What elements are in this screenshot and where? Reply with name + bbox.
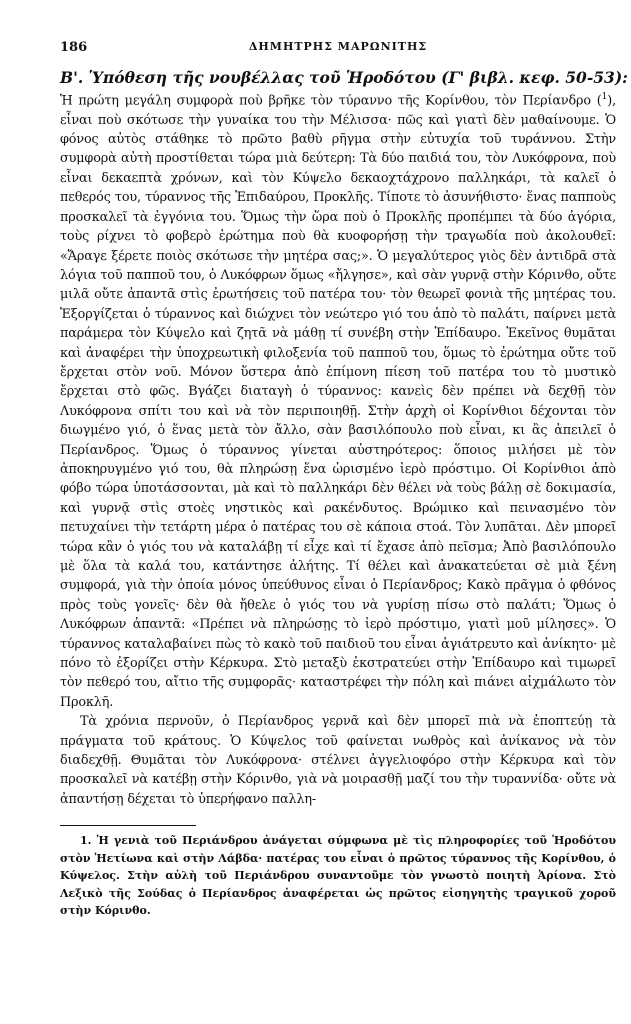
paragraph-1	[60, 88, 616, 712]
footnote-divider	[60, 825, 196, 826]
page-header	[60, 40, 616, 60]
paragraph-1-text-a: Ἡ πρώτη μεγάλη συμφορὰ ποὺ βρῆκε τὸν τύραννο τῆς Κορίνθου, τὸν Περίανδρο (	[60, 93, 602, 109]
page-number: 186	[60, 40, 88, 55]
footnote-reference: 1	[601, 92, 608, 102]
section-title: Β'. Ὑπόθεση τῆς νουβέλλας τοῦ Ἡροδότου (Γ' βιβλ. κεφ. 50-53):	[60, 68, 628, 87]
running-head: ΔΗΜΗΤΡΗΣ ΜΑΡΩΝΙΤΗΣ	[248, 40, 428, 53]
paragraph-2: Τὰ χρόνια περνοῦν, ὁ Περίανδρος γερνᾶ καὶ δὲν μπορεῖ πιὰ νὰ ἐποπτεύῃ τὰ πράγματα τοῦ κράτους. Ὁ Κύψελος τοῦ φαίνεται νωθρὸς καὶ ἀνίκανος νὰ τὸν διαδεχθῇ. Θυμᾶται τὸν Λυκόφρονα· στέλνει ἀγγελιοφόρο στὴν Κέρκυρα καὶ τὸν προσκαλεῖ νὰ κατέβῃ στὴν Κόρινθο, γιὰ νὰ μοιρασθῇ μαζί του τὴν τυραννίδα· οὔτε νὰ ἀπαντήσῃ δέχεται τὸ ὑπερήφανο παλλη-	[60, 714, 616, 807]
footnote: 1. Ἡ γενιὰ τοῦ Περιάνδρου ἀνάγεται σύμφωνα μὲ τὶς πληροφορίες τοῦ Ἡροδότου στὸν Ἡετίωνα καὶ στὴν Λάβδα· πατέρας του εἶναι ὁ πρῶτος τύραννος τῆς Κορίνθου, ὁ Κύψελος. Στὴν αὐλὴ τοῦ Περιάνδρου συναντοῦμε τὸν γνωστὸ ποιητὴ Ἀρίονα. Στὸ Λεξικὸ τῆς Σούδας ὁ Περίανδρος ἀναφέρεται ὡς πρῶτος εἰσηγητὴς τραγικοῦ χοροῦ στὴν Κόρινθο.	[60, 834, 616, 918]
book-page	[60, 40, 628, 920]
paragraph-1-text-b: ), εἶναι ποὺ σκότωσε τὴν γυναίκα του τὴν Μέλισσα· πῶς καὶ γιατὶ δὲν μαθαίνουμε. Ὁ φόνος αὐτὸς στάθηκε τὸ πρῶτο βαθὺ ρῆγμα στὴν εὐτυχία τοῦ τυράννου. Στὴν συμφορὰ αὐτὴ προστίθεται τώρα μιὰ δεύτερη: Τὰ δύο παιδιά του, τὸν Λυκόφρονα, ποὺ εἶναι δεκαεπτὰ χρόνων, καὶ τὸν Κύψελο δεκαοχτάχρονο παλληκάρι, τὰ καλεῖ ὁ πεθερός του, τύραννος τῆς Ἐπιδαύρου, Προκλῆς. Τίποτε τὸ ἀσυνήθιστο· ἕνας παπποὺς προσκαλεῖ τὰ ἐγγόνια του. Ὅμως τὴν ὥρα ποὺ ὁ Προκλῆς προπέμπει τὰ δύο ἀγόρια, τοὺς ρίχνει τὸ φοβερὸ ἐρώτημα ποὺ θὰ κυοφορήσῃ τὴν τραγωδία ποὺ ἀκολουθεῖ: «Ἄραγε ξέρετε ποιὸς σκότωσε τὴν μητέρα σας;». Ὁ μεγαλύτερος γιὸς δὲν ἀντιδρᾶ στὰ λόγια τοῦ παπποῦ του, ὁ Λυκόφρων ὅμως «ἤλγησε», καὶ σὰν γυρνᾷ στὴν Κόρινθο, οὔτε μιλᾶ οὔτε ἀπαντᾶ στὶς ἐρωτήσεις τοῦ πατέρα του· τὸν θεωρεῖ φονιὰ τῆς μητέρας του. Ἐξοργίζεται ὁ τύραννος καὶ διώχνει τὸν νεώτερο γιό του ἀπὸ τὸ παλάτι, παίρνει μετὰ παράμερα τὸν Κύψελο καὶ ζητᾶ νὰ μάθῃ τί συνέβη στὴν Ἐπίδαυρο. Ἐκεῖνος θυμᾶται καὶ ἀναφέρει τὴν ὑποχρεωτικὴ φιλοξενία τοῦ παπποῦ του, ὅμως τὸ ἐρώτημα οὔτε τοῦ ἔρχεται στὸν νοῦ. Μόνον ὕστερα ἀπὸ ἐπίμονη πίεση τοῦ πατέρα του τὸ μυστικὸ ἔρχεται στὸ φῶς. Βγάζει διαταγὴ ὁ τύραννος: κανεὶς δὲν πρέπει νὰ δεχθῇ τὸν Λυκόφρονα σπίτι του καὶ νὰ τὸν περιποιηθῇ. Στὴν ἀρχὴ οἱ Κορίνθιοι δέχονται τὸν διωγμένο γιό, ὁ ἕνας μετὰ τὸν ἄλλο, σὰν βασιλόπουλο ποὺ εἶναι, κι ἂς ἀπειλεῖ ὁ Περίανδρος. Ὅμως ὁ τύραννος γίνεται αὐστηρότερος: ὅποιος μιλήσει μὲ τὸν ἀποκηρυγμένο γιό του, θὰ πληρώσῃ ἕνα ὡρισμένο ἱερὸ πρόστιμο. Οἱ Κορίνθιοι ἀπὸ φόβο τώρα ὑποτάσσονται, μὰ καὶ τὸ παλληκάρι δὲν θέλει νὰ τοὺς βάλῃ σὲ δοκιμασία, καὶ γυρνᾷ στὶς στοὲς νηστικὸς καὶ ρακένδυτος. Βρώμικο καὶ πεινασμένο τὸν πετυχαίνει τὴν τετάρτη μέρα ὁ πατέρας του σὲ κάποια στοά. Τὸν λυπᾶται. Δὲν μπορεῖ τώρα κἂν ὁ γιός του νὰ καταλάβῃ τί εἶχε καὶ τί ἔχασε ἀπὸ πεῖσμα; Ἀπὸ βασιλόπουλο μὲ ὅλα τὰ καλά του, κατάντησε ἀλήτης. Τί θέλει καὶ ἀνακατεύεται σὲ μιὰ ξένη συμφορά, γιὰ τὴν ὁποία μόνος ὑπεύθυνος εἶναι ὁ Περίανδρος; Κακὸ πρᾶγμα ὁ φθόνος πρὸς τοὺς γονεῖς· δὲν θὰ ἤθελε ὁ γιός του νὰ γυρίσῃ πίσω στὸ παλάτι; Ὅμως ὁ Λυκόφρων ἀπαντᾶ: «Πρέπει νὰ πληρώσῃς τὸ ἱερὸ πρόστιμο, γιατὶ μοῦ μίλησες». Ὁ τύραννος καταλαβαίνει πὼς τὸ κακὸ τοῦ παιδιοῦ του εἶναι ἀγιάτρευτο καὶ ἀνίκητο· μὲ πόνο τὸ ἐξορίζει στὴν Κέρκυρα. Στὸ μεταξὺ ἐκστρατεύει στὴν Ἐπίδαυρο καὶ τιμωρεῖ τὸν πεθερό του, αἴτιο τῆς συμφορᾶς· καταστρέφει τὴν πόλη καὶ πιάνει αἰχμάλωτο τὸν Προκλῆ.	[60, 93, 616, 710]
